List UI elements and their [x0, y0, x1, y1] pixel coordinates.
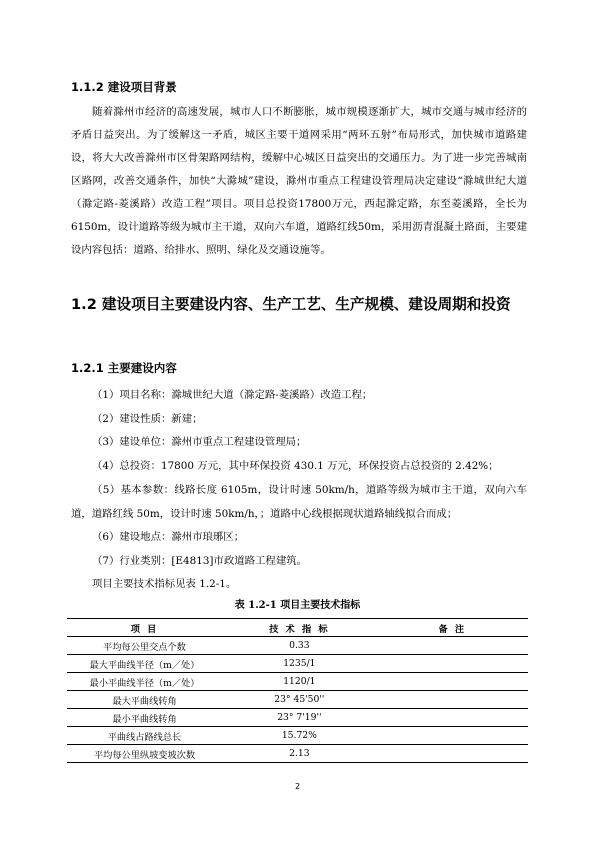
- list-item: （5）基本参数：线路长度 6105m，设计时速 50km/h，道路等级为城市主干道，双向六车道，道路红线 50m，设计时速 50km/h，；道路中心线根据现状道路轴线拟合而成；: [71, 484, 527, 520]
- section-heading-1-2-1: 1.2.1 主要建设内容: [71, 361, 177, 375]
- table-row: [67, 745, 528, 763]
- table-cell: [377, 727, 528, 745]
- table-cell: 1120/1: [283, 676, 316, 687]
- section-heading-1-2: 1.2 建设项目主要建设内容、生产工艺、生产规模、建设周期和投资: [71, 296, 511, 313]
- table-cell: 最大平曲线转角: [112, 695, 177, 707]
- table-cell: [377, 673, 528, 691]
- table-cell: 平均每公里交点个数: [103, 641, 186, 653]
- table-row: [67, 691, 528, 709]
- list-item: （6）建设地点：滁州市琅琊区；: [92, 531, 245, 543]
- list-item: （3）建设单位：滁州市重点工程建设管理局；: [92, 436, 307, 448]
- table-cell: 23° 45'50'': [274, 694, 325, 705]
- table-row: [67, 727, 528, 745]
- list-item: （4）总投资：17800 万元，其中环保投资 430.1 万元，环保投资占总投资的 2.42%；: [92, 460, 499, 472]
- table-cell: [377, 655, 528, 673]
- table-cell: 最小平曲线半径（m／处）: [89, 677, 200, 689]
- table-cell: [377, 637, 528, 655]
- column-header-remark: 备 注: [438, 623, 467, 635]
- table-cell: 平均每公里纵坡变坡次数: [93, 749, 196, 761]
- table-cell: 15.72%: [281, 730, 317, 741]
- table-cell: 平曲线占路线总长: [107, 731, 182, 743]
- section-heading-1-1-2: 1.1.2 建设项目背景: [71, 80, 177, 94]
- table-cell: 1235/1: [283, 658, 316, 669]
- table-row: [67, 637, 528, 655]
- table-row: [67, 673, 528, 691]
- table-cell: 0.33: [289, 640, 310, 651]
- table-caption: 表 1.2-1 项目主要技术指标: [234, 600, 361, 611]
- table-cell: [377, 691, 528, 709]
- background-paragraph: 随着滁州市经济的高速发展，城市人口不断膨胀，城市规模逐渐扩大，城市交通与城市经济的矛盾日益突出。为了缓解这一矛盾，城区主要干道网采用“两环五射”布局形式，加快城市道路建设，将大大改善滁州市区骨架路网结构，缓解中心城区日益突出的交通压力。为了进一步完善城南区路网，改善交通条件，加快“大滁城”建设，滁州市重点工程建设管理局决定建设“滁城世纪大道（滁定路-菱溪路）改造工程”项目。项目总投资17800万元，西起滁定路，东至菱溪路，全长为6150m，设计道路等级为城市主干道，双向六车道，道路红线50m，采用沥青混凝土路面，主要建设内容包括：道路、给排水、照明、绿化及交通设施等。: [71, 106, 527, 256]
- column-header-item: 项 目: [130, 623, 159, 635]
- table-row: [67, 709, 528, 727]
- table-cell: [377, 745, 528, 763]
- technical-indicators-table: [67, 618, 528, 763]
- list-item: （1）项目名称：滁城世纪大道（滁定路-菱溪路）改造工程；: [92, 389, 373, 401]
- column-header-value: 技 术 指 标: [269, 623, 330, 635]
- list-item: （2）建设性质：新建；: [92, 413, 203, 425]
- table-reference-text: 项目主要技术指标见表 1.2-1。: [92, 578, 237, 590]
- list-item: （7）行业类别：[E4813]市政道路工程建筑。: [92, 555, 307, 567]
- table-cell: 最大平曲线半径（m／处）: [89, 659, 200, 671]
- table-cell: [377, 709, 528, 727]
- table-row: [67, 655, 528, 673]
- table-cell: 2.13: [289, 748, 310, 759]
- page-number: 2: [294, 782, 301, 791]
- table-cell: 最小平曲线转角: [112, 713, 177, 725]
- table-cell: 23° 7'19'': [277, 712, 322, 723]
- table-header-row: [67, 619, 528, 637]
